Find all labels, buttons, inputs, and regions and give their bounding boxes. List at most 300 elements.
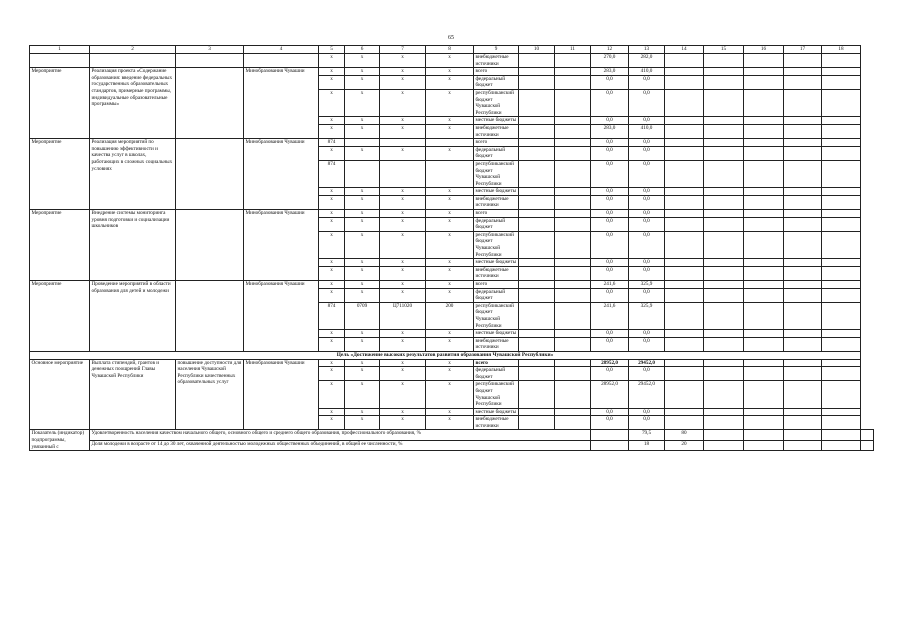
code-cell: x — [426, 288, 474, 302]
value-2019: 0,0 — [591, 117, 629, 125]
empty-cell — [555, 381, 591, 408]
empty-cell — [519, 146, 555, 160]
code-cell: x — [345, 117, 380, 125]
empty-cell — [665, 54, 704, 68]
empty-cell — [822, 54, 861, 68]
value-2019: 28952,0 — [591, 359, 629, 367]
code-cell: x — [426, 195, 474, 209]
code-cell: x — [345, 337, 380, 351]
empty-cell — [555, 217, 591, 231]
value-2020: 0,0 — [629, 408, 665, 416]
source-name: внебюджетные источники — [474, 124, 519, 138]
code-cell: x — [345, 367, 380, 381]
empty-cell — [519, 288, 555, 302]
empty-cell — [744, 381, 784, 408]
empty-cell — [784, 195, 822, 209]
value-2020: 0,0 — [629, 337, 665, 351]
empty-cell — [744, 359, 784, 367]
empty-cell — [555, 416, 591, 430]
empty-cell — [555, 210, 591, 218]
value-2020: 282,0 — [629, 54, 665, 68]
empty-cell — [665, 188, 704, 196]
value-2020: 325,9 — [629, 302, 665, 329]
empty-cell — [30, 54, 90, 68]
empty-cell — [784, 367, 822, 381]
empty-cell — [704, 259, 744, 267]
code-cell: x — [426, 367, 474, 381]
value-2020: 325,9 — [629, 281, 665, 289]
empty-cell — [665, 281, 704, 289]
code-cell: x — [426, 68, 474, 76]
code-cell: x — [319, 337, 345, 351]
empty-cell — [665, 337, 704, 351]
empty-cell — [519, 330, 555, 338]
empty-cell — [555, 302, 591, 329]
empty-cell — [822, 217, 861, 231]
code-cell: x — [380, 288, 426, 302]
column-number-4: 4 — [244, 46, 319, 54]
value-2019: 0,0 — [591, 416, 629, 430]
column-number-18: 18 — [822, 46, 861, 54]
value-2020: 0,0 — [629, 195, 665, 209]
empty-cell — [784, 160, 822, 187]
source-name: республиканский бюджет Чувашской Республики — [474, 231, 519, 258]
code-cell: x — [319, 188, 345, 196]
source-name: республиканский бюджет Чувашской Республики — [474, 89, 519, 116]
column-number-17: 17 — [784, 46, 822, 54]
empty-cell — [665, 89, 704, 116]
empty-cell — [555, 408, 591, 416]
empty-cell — [784, 359, 822, 367]
code-cell: 874 — [319, 160, 345, 187]
empty-cell — [555, 231, 591, 258]
value-2019: 0,0 — [591, 195, 629, 209]
empty-cell — [665, 359, 704, 367]
source-name: внебюджетные источники — [474, 266, 519, 280]
empty-cell — [704, 195, 744, 209]
source-name: местные бюджеты — [474, 188, 519, 196]
value-2020: 29452,0 — [629, 359, 665, 367]
empty-cell — [822, 416, 861, 430]
empty-cell — [861, 440, 874, 450]
empty-cell — [519, 217, 555, 231]
value-2020: 410,0 — [629, 68, 665, 76]
empty-cell — [744, 146, 784, 160]
empty-cell — [665, 408, 704, 416]
code-cell: x — [319, 68, 345, 76]
code-cell: x — [380, 210, 426, 218]
empty-cell — [822, 124, 861, 138]
empty-cell — [744, 259, 784, 267]
empty-cell — [665, 68, 704, 76]
empty-cell — [861, 430, 874, 440]
value-2020: 0,0 — [629, 288, 665, 302]
code-cell: x — [345, 408, 380, 416]
code-cell: x — [319, 75, 345, 89]
empty-cell — [519, 68, 555, 76]
value-2020: 0,0 — [629, 75, 665, 89]
code-cell — [345, 139, 380, 147]
empty-cell — [704, 416, 744, 430]
empty-cell — [555, 117, 591, 125]
measure-executor: Минобразования Чувашии — [244, 139, 319, 210]
column-number-5: 5 — [319, 46, 345, 54]
code-cell: x — [319, 359, 345, 367]
empty-cell — [704, 359, 744, 367]
empty-cell — [744, 75, 784, 89]
empty-cell — [784, 139, 822, 147]
value-2019: 241,6 — [591, 302, 629, 329]
empty-cell — [744, 160, 784, 187]
source-name: местные бюджеты — [474, 408, 519, 416]
empty-cell — [665, 266, 704, 280]
source-name: всего — [474, 359, 519, 367]
empty-cell — [519, 416, 555, 430]
code-cell: x — [319, 210, 345, 218]
code-cell: x — [319, 259, 345, 267]
empty-cell — [665, 117, 704, 125]
empty-cell — [822, 430, 861, 440]
measure-executor: Минобразования Чувашии — [244, 68, 319, 139]
empty-cell — [744, 195, 784, 209]
code-cell: x — [345, 68, 380, 76]
goal-heading: Цель «Достижение высоких результатов развития образования Чувашской Республики» — [30, 351, 861, 359]
empty-cell — [665, 330, 704, 338]
measure-executor: Минобразования Чувашии — [244, 281, 319, 352]
empty-cell — [555, 288, 591, 302]
value-2020: 0,0 — [629, 330, 665, 338]
empty-cell — [665, 367, 704, 381]
code-cell: x — [380, 89, 426, 116]
empty-cell — [665, 416, 704, 430]
code-cell: x — [380, 117, 426, 125]
empty-cell — [176, 68, 244, 139]
empty-cell — [784, 117, 822, 125]
empty-cell — [704, 89, 744, 116]
code-cell: x — [380, 146, 426, 160]
value-2020: 0,0 — [629, 231, 665, 258]
empty-cell — [555, 188, 591, 196]
value-2020: 0,0 — [629, 217, 665, 231]
empty-cell — [665, 210, 704, 218]
empty-cell — [704, 231, 744, 258]
code-cell: x — [426, 359, 474, 367]
value-2020: 410,0 — [629, 124, 665, 138]
empty-cell — [744, 210, 784, 218]
table-row — [30, 210, 874, 218]
empty-cell — [519, 160, 555, 187]
code-cell — [426, 139, 474, 147]
measure-type: Мероприятие — [30, 139, 90, 210]
value-2020: 0,0 — [629, 367, 665, 381]
empty-cell — [784, 302, 822, 329]
empty-cell — [519, 89, 555, 116]
source-name: внебюджетные источники — [474, 195, 519, 209]
code-cell: x — [319, 281, 345, 289]
empty-cell — [519, 210, 555, 218]
measure-type: Мероприятие — [30, 68, 90, 139]
code-cell: x — [345, 416, 380, 430]
code-cell: x — [345, 146, 380, 160]
value-2020: 0,0 — [629, 259, 665, 267]
empty-cell — [665, 195, 704, 209]
column-number-2: 2 — [90, 46, 176, 54]
code-cell: x — [426, 330, 474, 338]
code-cell: x — [345, 75, 380, 89]
value-2019: 0,0 — [591, 288, 629, 302]
code-cell: x — [345, 281, 380, 289]
code-cell: x — [426, 117, 474, 125]
measure-type: Мероприятие — [30, 281, 90, 352]
code-cell: x — [319, 146, 345, 160]
code-cell — [426, 160, 474, 187]
measure-name: Проведение мероприятий в области образования для детей и молодежи — [90, 281, 176, 352]
empty-cell — [555, 146, 591, 160]
empty-cell — [665, 288, 704, 302]
source-name: федеральный бюджет — [474, 367, 519, 381]
column-number-6: 6 — [345, 46, 380, 54]
empty-cell — [704, 217, 744, 231]
empty-cell — [704, 266, 744, 280]
code-cell: x — [345, 195, 380, 209]
code-cell: x — [426, 281, 474, 289]
empty-cell — [744, 416, 784, 430]
empty-cell — [784, 146, 822, 160]
empty-cell — [822, 359, 861, 367]
empty-cell — [784, 210, 822, 218]
empty-cell — [519, 117, 555, 125]
empty-cell — [822, 337, 861, 351]
empty-cell — [744, 188, 784, 196]
empty-cell — [665, 146, 704, 160]
budget-table — [29, 45, 874, 451]
empty-cell — [784, 430, 822, 440]
empty-cell — [665, 302, 704, 329]
code-cell: x — [380, 124, 426, 138]
empty-cell — [822, 288, 861, 302]
code-cell: x — [345, 330, 380, 338]
empty-cell — [555, 337, 591, 351]
measure-target: повышение доступности для населения Чувашской Республики качественных образовательных услуг — [176, 359, 244, 430]
empty-cell — [555, 54, 591, 68]
measure-executor: Минобразования Чувашии — [244, 359, 319, 430]
empty-cell — [744, 337, 784, 351]
code-cell: x — [380, 416, 426, 430]
code-cell: x — [319, 124, 345, 138]
empty-cell — [744, 89, 784, 116]
header-row — [30, 46, 874, 54]
column-number-10: 10 — [519, 46, 555, 54]
measure-name: Реализация мероприятий по повышению эффективности и качества услуг в школах, работающих в сложных социальных условиях — [90, 139, 176, 210]
code-cell: x — [319, 330, 345, 338]
empty-cell — [704, 75, 744, 89]
empty-cell — [244, 54, 319, 68]
empty-cell — [176, 54, 244, 68]
empty-cell — [704, 281, 744, 289]
empty-cell — [519, 139, 555, 147]
source-name: всего — [474, 68, 519, 76]
value-2019: 0,0 — [591, 330, 629, 338]
empty-cell — [704, 54, 744, 68]
empty-cell — [555, 160, 591, 187]
value-2019: 0,0 — [591, 75, 629, 89]
code-cell: x — [319, 89, 345, 116]
table-row — [30, 359, 874, 367]
empty-cell — [704, 330, 744, 338]
indicator-value-2019: 79,5 — [629, 430, 665, 440]
value-2019: 283,0 — [591, 68, 629, 76]
empty-cell — [591, 430, 629, 440]
empty-cell — [704, 68, 744, 76]
code-cell: 874 — [319, 139, 345, 147]
empty-cell — [665, 160, 704, 187]
empty-cell — [665, 381, 704, 408]
column-number-13: 13 — [629, 46, 665, 54]
column-number-8: 8 — [426, 46, 474, 54]
empty-cell — [822, 195, 861, 209]
empty-cell — [822, 160, 861, 187]
empty-cell — [704, 367, 744, 381]
empty-cell — [555, 367, 591, 381]
source-name: внебюджетные источники — [474, 54, 519, 68]
empty-cell — [744, 281, 784, 289]
empty-cell — [784, 266, 822, 280]
code-cell: x — [380, 188, 426, 196]
code-cell: x — [380, 381, 426, 408]
code-cell: x — [426, 416, 474, 430]
indicator-value-2020: 20 — [665, 440, 704, 450]
code-cell: x — [426, 54, 474, 68]
measure-type: Мероприятие — [30, 210, 90, 281]
empty-cell — [704, 381, 744, 408]
code-cell: x — [380, 367, 426, 381]
empty-cell — [784, 68, 822, 76]
value-2019: 28952,0 — [591, 381, 629, 408]
source-name: местные бюджеты — [474, 330, 519, 338]
empty-cell — [519, 408, 555, 416]
code-cell: x — [380, 195, 426, 209]
column-number-11: 11 — [555, 46, 591, 54]
code-cell: x — [345, 54, 380, 68]
empty-cell — [784, 337, 822, 351]
code-cell: x — [426, 210, 474, 218]
code-cell: x — [319, 408, 345, 416]
empty-cell — [665, 217, 704, 231]
code-cell — [380, 139, 426, 147]
empty-cell — [822, 302, 861, 329]
code-cell: x — [426, 231, 474, 258]
empty-cell — [822, 139, 861, 147]
empty-cell — [784, 217, 822, 231]
table-row — [30, 54, 874, 68]
empty-cell — [744, 288, 784, 302]
code-cell: x — [319, 117, 345, 125]
indicator-label: Показатель (индикатор) подпрограммы, увязанный с — [30, 430, 90, 451]
empty-cell — [519, 367, 555, 381]
value-2020: 0,0 — [629, 146, 665, 160]
empty-cell — [176, 281, 244, 352]
source-name: республиканский бюджет Чувашской Республики — [474, 381, 519, 408]
measure-executor: Минобразования Чувашии — [244, 210, 319, 281]
indicator-value-2019: 18 — [629, 440, 665, 450]
code-cell: x — [319, 381, 345, 408]
empty-cell — [519, 188, 555, 196]
empty-cell — [704, 188, 744, 196]
empty-cell — [555, 259, 591, 267]
code-cell: x — [319, 54, 345, 68]
code-cell: x — [319, 288, 345, 302]
code-cell: x — [319, 195, 345, 209]
empty-cell — [704, 408, 744, 416]
empty-cell — [519, 54, 555, 68]
empty-cell — [784, 416, 822, 430]
code-cell: x — [380, 408, 426, 416]
empty-cell — [822, 330, 861, 338]
empty-cell — [784, 54, 822, 68]
code-cell: x — [426, 188, 474, 196]
code-cell: x — [345, 231, 380, 258]
empty-cell — [555, 330, 591, 338]
code-cell: x — [380, 54, 426, 68]
empty-cell — [704, 430, 744, 440]
empty-cell — [822, 381, 861, 408]
code-cell: x — [380, 231, 426, 258]
measure-type: Основное мероприятие — [30, 359, 90, 430]
table-row — [30, 139, 874, 147]
empty-cell — [744, 139, 784, 147]
empty-cell — [519, 124, 555, 138]
empty-cell — [519, 266, 555, 280]
empty-cell — [784, 89, 822, 116]
source-name: внебюджетные источники — [474, 337, 519, 351]
value-2019: 0,0 — [591, 259, 629, 267]
empty-cell — [822, 408, 861, 416]
value-2019: 0,0 — [591, 188, 629, 196]
empty-cell — [665, 259, 704, 267]
empty-cell — [591, 440, 629, 450]
source-name: местные бюджеты — [474, 259, 519, 267]
code-cell: x — [319, 217, 345, 231]
code-cell: x — [380, 259, 426, 267]
empty-cell — [555, 68, 591, 76]
empty-cell — [704, 440, 744, 450]
empty-cell — [744, 440, 784, 450]
indicator-text: Удовлетворенность населения качеством начального общего, основного общего и среднего общего образования, профессионального образования, % — [90, 430, 591, 440]
code-cell: x — [319, 367, 345, 381]
value-2020: 0,0 — [629, 117, 665, 125]
empty-cell — [784, 75, 822, 89]
column-number-1: 1 — [30, 46, 90, 54]
source-name: республиканский бюджет Чувашской Республики — [474, 302, 519, 329]
empty-cell — [744, 408, 784, 416]
value-2019: 270,0 — [591, 54, 629, 68]
empty-cell — [519, 281, 555, 289]
code-cell — [345, 160, 380, 187]
measure-name: Внедрение системы мониторинга уровня подготовки и социализации школьников — [90, 210, 176, 281]
empty-cell — [519, 337, 555, 351]
code-cell: x — [426, 75, 474, 89]
column-number-7: 7 — [380, 46, 426, 54]
empty-cell — [784, 440, 822, 450]
empty-cell — [665, 75, 704, 89]
column-number-9: 9 — [474, 46, 519, 54]
empty-cell — [704, 160, 744, 187]
empty-cell — [822, 75, 861, 89]
code-cell: x — [380, 359, 426, 367]
empty-cell — [519, 231, 555, 258]
empty-cell — [704, 117, 744, 125]
empty-cell — [744, 367, 784, 381]
